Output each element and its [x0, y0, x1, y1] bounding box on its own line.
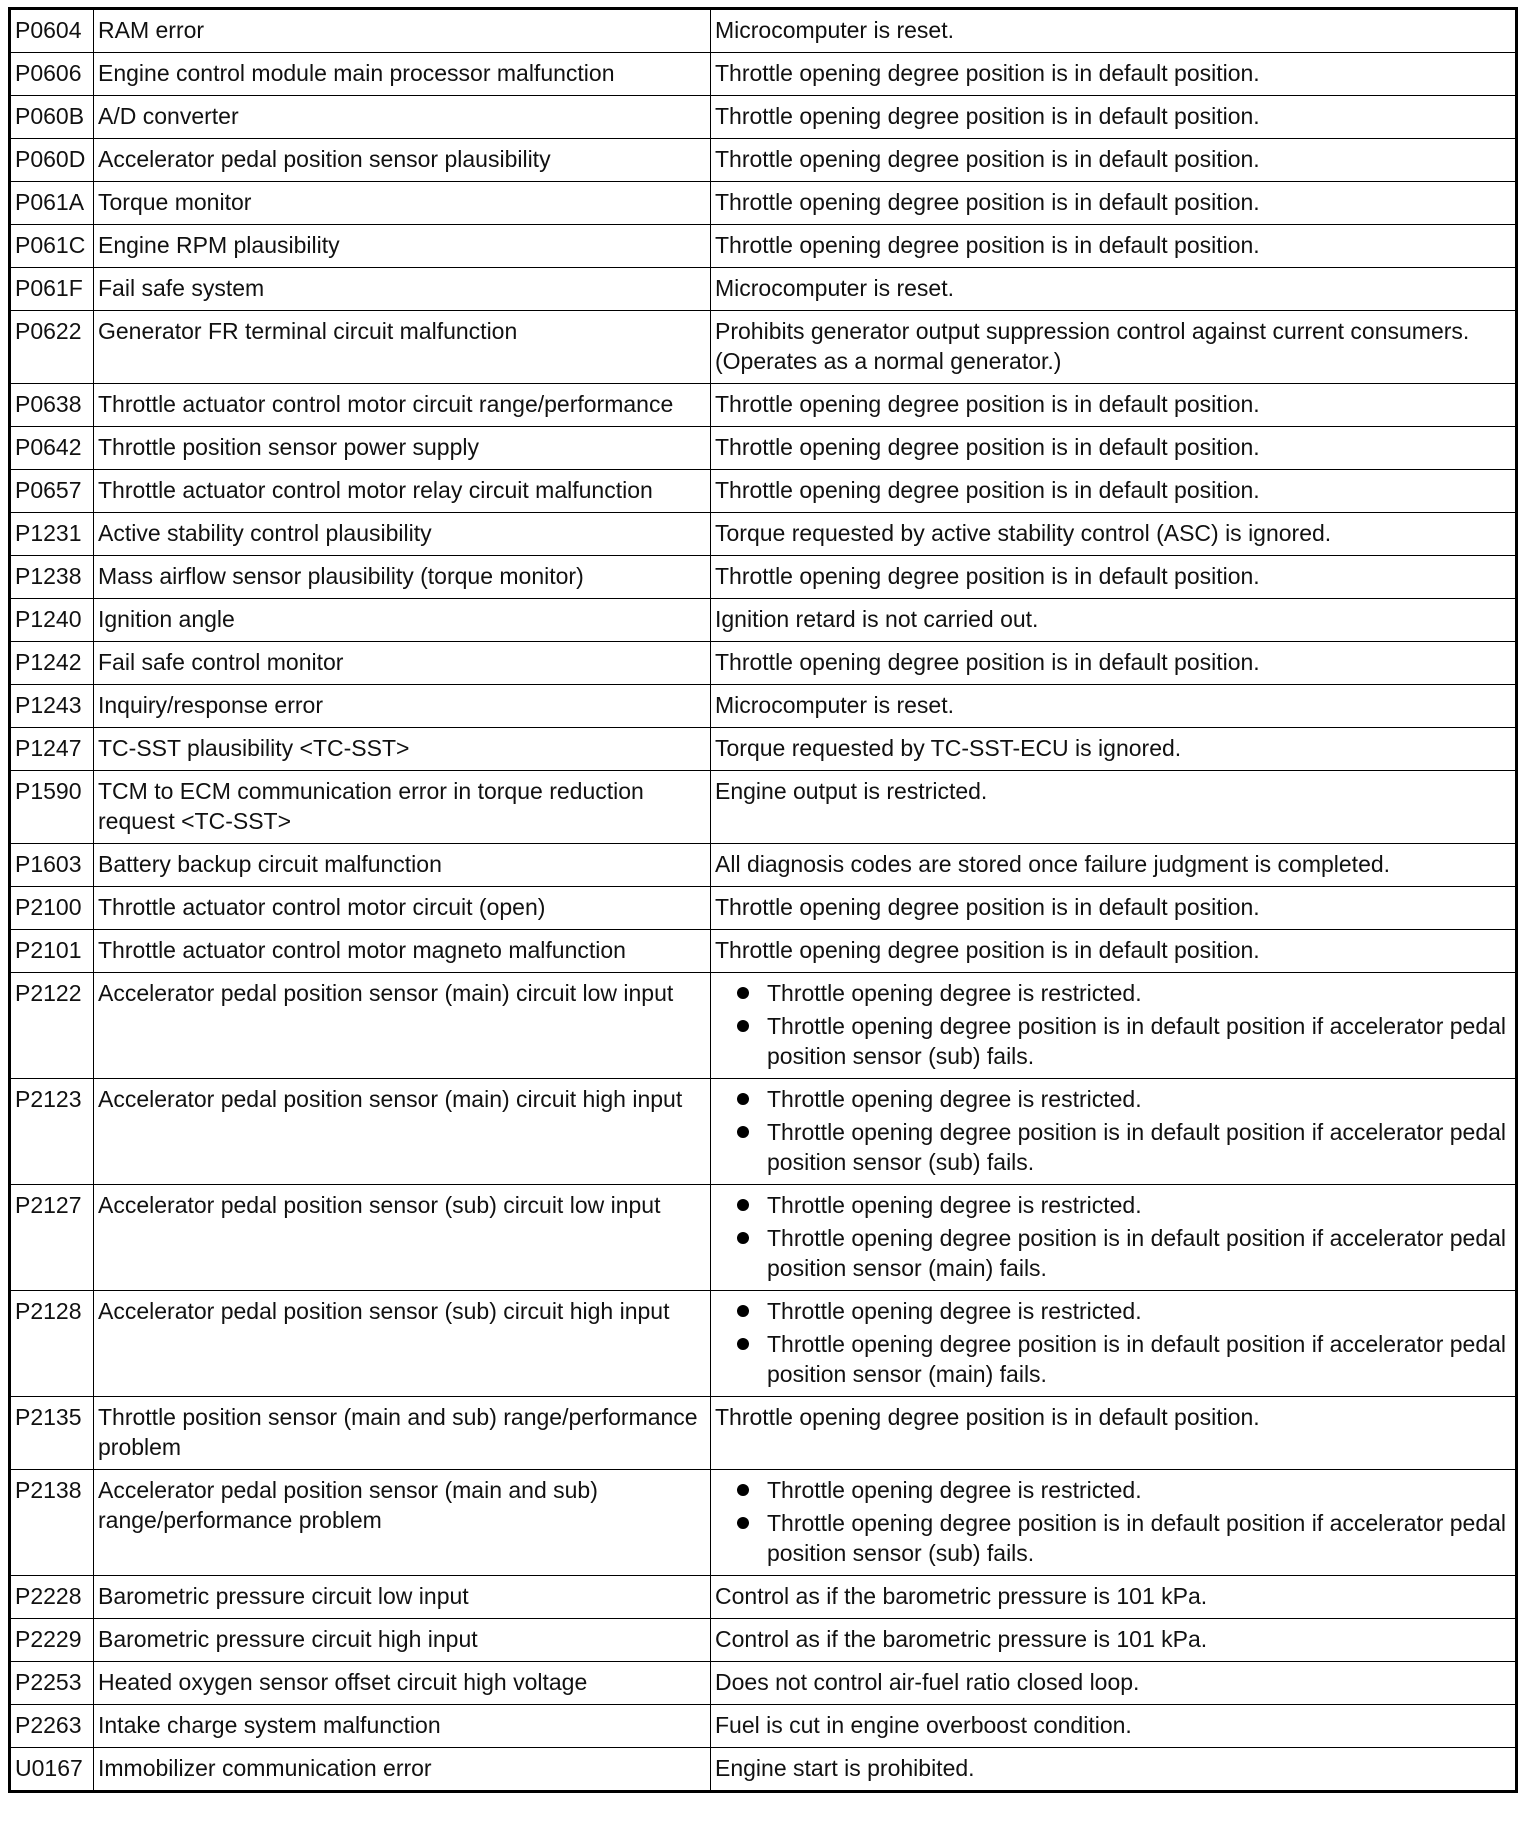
diagnosis-item-cell: Ignition angle: [94, 599, 711, 642]
fail-safe-control-cell: Torque requested by TC-SST-ECU is ignored.: [711, 728, 1517, 771]
control-bullet-item: [715, 1117, 1511, 1177]
table-row: [10, 1291, 1517, 1397]
dtc-code-cell: P2101: [10, 930, 94, 973]
bullet-dot-icon: [737, 1305, 749, 1317]
fail-safe-control-cell: Throttle opening degree position is in default position.: [711, 556, 1517, 599]
diagnosis-item-cell: Throttle actuator control motor relay circuit malfunction: [94, 470, 711, 513]
table-row: [10, 268, 1517, 311]
bullet-dot-icon: [737, 1484, 749, 1496]
control-bullet-list: [715, 1475, 1511, 1568]
table-row: [10, 685, 1517, 728]
fail-safe-control-cell: [711, 1185, 1517, 1291]
table-row: [10, 96, 1517, 139]
control-bullet-list: [715, 1084, 1511, 1177]
dtc-code-cell: P1242: [10, 642, 94, 685]
control-bullet-item: [715, 1329, 1511, 1389]
diagnosis-item-cell: Torque monitor: [94, 182, 711, 225]
control-bullet-text: Throttle opening degree is restricted.: [767, 980, 1142, 1006]
diagnosis-item-cell: Accelerator pedal position sensor (main and sub) range/performance problem: [94, 1470, 711, 1576]
dtc-code-cell: P2127: [10, 1185, 94, 1291]
table-row: [10, 470, 1517, 513]
diagnosis-item-cell: Throttle actuator control motor circuit (open): [94, 887, 711, 930]
table-row: [10, 182, 1517, 225]
table-row: [10, 1748, 1517, 1792]
dtc-code-cell: P2128: [10, 1291, 94, 1397]
fail-safe-control-cell: Throttle opening degree position is in default position.: [711, 470, 1517, 513]
table-row: [10, 311, 1517, 384]
fail-safe-control-cell: Ignition retard is not carried out.: [711, 599, 1517, 642]
diagnosis-item-cell: Heated oxygen sensor offset circuit high voltage: [94, 1662, 711, 1705]
diagnosis-item-cell: Fail safe system: [94, 268, 711, 311]
control-bullet-item: [715, 1223, 1511, 1283]
fail-safe-control-cell: Throttle opening degree position is in default position.: [711, 139, 1517, 182]
control-bullet-text: Throttle opening degree position is in default position if accelerator pedal position sensor (sub) fails.: [767, 1119, 1507, 1175]
fail-safe-control-cell: Throttle opening degree position is in default position.: [711, 427, 1517, 470]
dtc-code-cell: P0657: [10, 470, 94, 513]
fail-safe-control-cell: Prohibits generator output suppression control against current consumers. (Operates as a normal generator.): [711, 311, 1517, 384]
diagnosis-item-cell: Accelerator pedal position sensor (sub) circuit high input: [94, 1291, 711, 1397]
control-bullet-text: Throttle opening degree is restricted.: [767, 1477, 1142, 1503]
table-row: [10, 1397, 1517, 1470]
dtc-code-cell: P0622: [10, 311, 94, 384]
bullet-dot-icon: [737, 1517, 749, 1529]
control-bullet-text: Throttle opening degree position is in default position if accelerator pedal position sensor (main) fails.: [767, 1225, 1507, 1281]
fail-safe-control-cell: Throttle opening degree position is in default position.: [711, 642, 1517, 685]
dtc-code-cell: P1240: [10, 599, 94, 642]
fail-safe-control-cell: Throttle opening degree position is in default position.: [711, 53, 1517, 96]
bullet-dot-icon: [737, 1232, 749, 1244]
table-row: [10, 427, 1517, 470]
dtc-table-body: [10, 9, 1517, 1792]
control-bullet-text: Throttle opening degree position is in default position if accelerator pedal position sensor (sub) fails.: [767, 1510, 1507, 1566]
dtc-code-cell: P060B: [10, 96, 94, 139]
dtc-code-cell: P2100: [10, 887, 94, 930]
diagnosis-item-cell: RAM error: [94, 9, 711, 53]
dtc-code-cell: P061A: [10, 182, 94, 225]
fail-safe-control-cell: Throttle opening degree position is in default position.: [711, 96, 1517, 139]
dtc-code-cell: P0606: [10, 53, 94, 96]
bullet-dot-icon: [737, 1199, 749, 1211]
table-row: [10, 556, 1517, 599]
dtc-code-cell: P1231: [10, 513, 94, 556]
fail-safe-control-cell: Does not control air-fuel ratio closed loop.: [711, 1662, 1517, 1705]
table-row: [10, 599, 1517, 642]
diagnosis-item-cell: Intake charge system malfunction: [94, 1705, 711, 1748]
bullet-dot-icon: [737, 1338, 749, 1350]
table-row: [10, 973, 1517, 1079]
diagnosis-item-cell: TC-SST plausibility <TC-SST>: [94, 728, 711, 771]
bullet-dot-icon: [737, 1126, 749, 1138]
table-row: [10, 728, 1517, 771]
dtc-code-cell: P2122: [10, 973, 94, 1079]
dtc-code-cell: P061F: [10, 268, 94, 311]
dtc-code-cell: P1590: [10, 771, 94, 844]
control-bullet-text: Throttle opening degree is restricted.: [767, 1298, 1142, 1324]
diagnosis-item-cell: Accelerator pedal position sensor plausibility: [94, 139, 711, 182]
control-bullet-text: Throttle opening degree is restricted.: [767, 1192, 1142, 1218]
fail-safe-control-cell: Engine output is restricted.: [711, 771, 1517, 844]
control-bullet-item: [715, 1475, 1511, 1505]
diagnosis-item-cell: A/D converter: [94, 96, 711, 139]
control-bullet-list: [715, 1296, 1511, 1389]
table-row: [10, 1619, 1517, 1662]
fail-safe-control-cell: Control as if the barometric pressure is 101 kPa.: [711, 1576, 1517, 1619]
fail-safe-control-cell: [711, 1079, 1517, 1185]
diagnosis-item-cell: Throttle actuator control motor magneto malfunction: [94, 930, 711, 973]
dtc-code-cell: P1238: [10, 556, 94, 599]
fail-safe-control-cell: Throttle opening degree position is in default position.: [711, 384, 1517, 427]
control-bullet-item: [715, 1296, 1511, 1326]
control-bullet-list: [715, 1190, 1511, 1283]
table-row: [10, 1470, 1517, 1576]
table-row: [10, 887, 1517, 930]
table-row: [10, 1705, 1517, 1748]
dtc-code-cell: P2138: [10, 1470, 94, 1576]
bullet-dot-icon: [737, 987, 749, 999]
diagnosis-item-cell: Active stability control plausibility: [94, 513, 711, 556]
dtc-code-cell: P2229: [10, 1619, 94, 1662]
dtc-code-cell: U0167: [10, 1748, 94, 1792]
dtc-code-cell: P0604: [10, 9, 94, 53]
fail-safe-control-cell: All diagnosis codes are stored once failure judgment is completed.: [711, 844, 1517, 887]
dtc-code-cell: P2135: [10, 1397, 94, 1470]
diagnosis-item-cell: Barometric pressure circuit high input: [94, 1619, 711, 1662]
table-row: [10, 1576, 1517, 1619]
dtc-code-cell: P0638: [10, 384, 94, 427]
diagnosis-item-cell: Accelerator pedal position sensor (main) circuit high input: [94, 1079, 711, 1185]
dtc-code-cell: P2228: [10, 1576, 94, 1619]
fail-safe-control-cell: Throttle opening degree position is in default position.: [711, 1397, 1517, 1470]
bullet-dot-icon: [737, 1020, 749, 1032]
dtc-code-cell: P060D: [10, 139, 94, 182]
control-bullet-item: [715, 1011, 1511, 1071]
table-row: [10, 384, 1517, 427]
dtc-code-cell: P1603: [10, 844, 94, 887]
bullet-dot-icon: [737, 1093, 749, 1105]
control-bullet-text: Throttle opening degree is restricted.: [767, 1086, 1142, 1112]
fail-safe-control-cell: [711, 973, 1517, 1079]
table-row: [10, 139, 1517, 182]
diagnosis-item-cell: Throttle actuator control motor circuit range/performance: [94, 384, 711, 427]
dtc-code-cell: P2253: [10, 1662, 94, 1705]
diagnosis-item-cell: Engine RPM plausibility: [94, 225, 711, 268]
diagnosis-item-cell: Immobilizer communication error: [94, 1748, 711, 1792]
dtc-code-cell: P1247: [10, 728, 94, 771]
diagnosis-item-cell: Accelerator pedal position sensor (sub) circuit low input: [94, 1185, 711, 1291]
table-row: [10, 53, 1517, 96]
fail-safe-control-cell: Engine start is prohibited.: [711, 1748, 1517, 1792]
table-row: [10, 771, 1517, 844]
control-bullet-item: [715, 978, 1511, 1008]
fail-safe-control-cell: Throttle opening degree position is in default position.: [711, 225, 1517, 268]
diagnosis-item-cell: Throttle position sensor (main and sub) range/performance problem: [94, 1397, 711, 1470]
diagnosis-item-cell: Accelerator pedal position sensor (main) circuit low input: [94, 973, 711, 1079]
table-row: [10, 9, 1517, 53]
fail-safe-control-cell: Throttle opening degree position is in default position.: [711, 887, 1517, 930]
diagnosis-item-cell: Throttle position sensor power supply: [94, 427, 711, 470]
fail-safe-control-cell: Throttle opening degree position is in default position.: [711, 182, 1517, 225]
diagnosis-item-cell: Engine control module main processor malfunction: [94, 53, 711, 96]
dtc-code-cell: P2123: [10, 1079, 94, 1185]
control-bullet-item: [715, 1508, 1511, 1568]
control-bullet-text: Throttle opening degree position is in default position if accelerator pedal position sensor (main) fails.: [767, 1331, 1507, 1387]
fail-safe-control-cell: [711, 1291, 1517, 1397]
diagnosis-item-cell: Inquiry/response error: [94, 685, 711, 728]
fail-safe-control-cell: Fuel is cut in engine overboost condition.: [711, 1705, 1517, 1748]
control-bullet-text: Throttle opening degree position is in default position if accelerator pedal position sensor (sub) fails.: [767, 1013, 1507, 1069]
diagnosis-item-cell: TCM to ECM communication error in torque reduction request <TC-SST>: [94, 771, 711, 844]
fail-safe-control-cell: [711, 1470, 1517, 1576]
diagnosis-item-cell: Battery backup circuit malfunction: [94, 844, 711, 887]
table-row: [10, 1185, 1517, 1291]
control-bullet-item: [715, 1190, 1511, 1220]
diagnosis-item-cell: Mass airflow sensor plausibility (torque monitor): [94, 556, 711, 599]
diagnosis-item-cell: Barometric pressure circuit low input: [94, 1576, 711, 1619]
dtc-code-cell: P0642: [10, 427, 94, 470]
diagnosis-item-cell: Fail safe control monitor: [94, 642, 711, 685]
table-row: [10, 513, 1517, 556]
dtc-code-cell: P061C: [10, 225, 94, 268]
table-row: [10, 844, 1517, 887]
control-bullet-item: [715, 1084, 1511, 1114]
table-row: [10, 1662, 1517, 1705]
fail-safe-control-cell: Microcomputer is reset.: [711, 268, 1517, 311]
table-row: [10, 642, 1517, 685]
fail-safe-control-cell: Throttle opening degree position is in default position.: [711, 930, 1517, 973]
fail-safe-control-cell: Microcomputer is reset.: [711, 9, 1517, 53]
table-row: [10, 1079, 1517, 1185]
dtc-code-cell: P1243: [10, 685, 94, 728]
fail-safe-control-cell: Control as if the barometric pressure is 101 kPa.: [711, 1619, 1517, 1662]
diagnosis-item-cell: Generator FR terminal circuit malfunction: [94, 311, 711, 384]
control-bullet-list: [715, 978, 1511, 1071]
table-row: [10, 225, 1517, 268]
table-row: [10, 930, 1517, 973]
dtc-fail-safe-table: [8, 7, 1518, 1793]
fail-safe-control-cell: Microcomputer is reset.: [711, 685, 1517, 728]
dtc-code-cell: P2263: [10, 1705, 94, 1748]
fail-safe-control-cell: Torque requested by active stability control (ASC) is ignored.: [711, 513, 1517, 556]
